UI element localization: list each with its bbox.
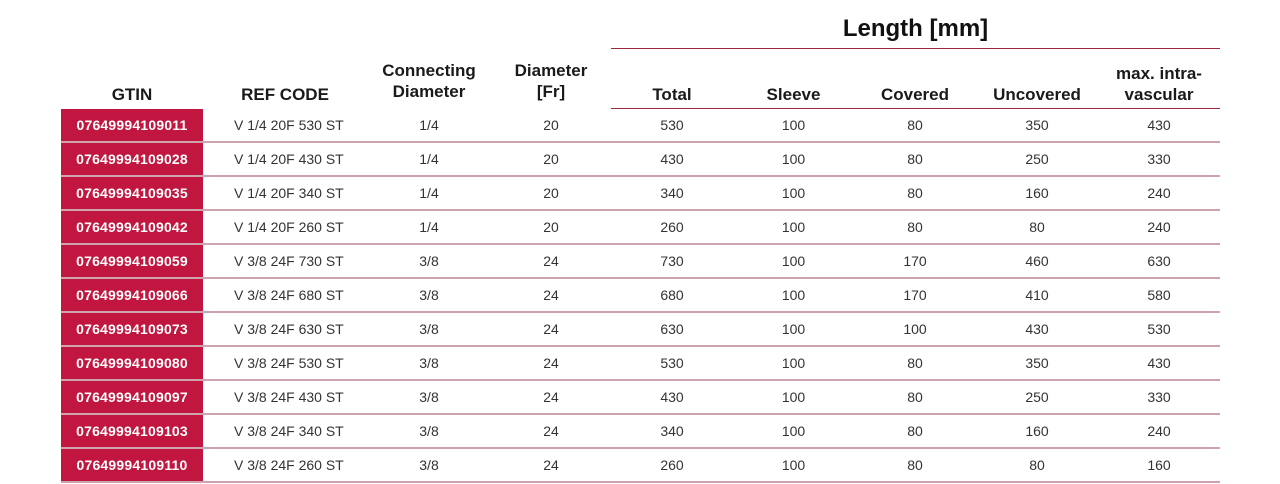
- header-max-intra-line1: max. intra-: [1116, 64, 1202, 83]
- total-cell: 530: [660, 355, 684, 371]
- connecting-diameter-cell: 3/8: [419, 457, 439, 473]
- diameter-cell: 24: [543, 321, 559, 337]
- max-intravascular-cell: 530: [1147, 321, 1171, 337]
- gtin-cell: 07649994109080: [61, 347, 203, 379]
- header-connecting-diameter-line2: Diameter: [392, 82, 466, 101]
- max-intravascular-cell: 240: [1147, 219, 1171, 235]
- gtin-cell: 07649994109028: [61, 143, 203, 175]
- total-cell: 430: [660, 151, 684, 167]
- max-intravascular-cell: 430: [1147, 355, 1171, 371]
- header-diameter-line1: Diameter: [514, 61, 588, 80]
- sleeve-cell: 100: [781, 185, 806, 201]
- connecting-diameter-cell: 3/8: [419, 321, 439, 337]
- covered-cell: 170: [903, 253, 927, 269]
- uncovered-cell: 350: [1025, 355, 1049, 371]
- covered-cell: 80: [907, 389, 923, 405]
- connecting-diameter-cell: 1/4: [419, 219, 439, 235]
- sleeve-cell: 100: [781, 219, 806, 235]
- header-sleeve: Sleeve: [766, 85, 821, 104]
- diameter-cell: 24: [543, 423, 559, 439]
- gtin-cell: 07649994109059: [61, 245, 203, 277]
- max-intravascular-cell: 240: [1147, 185, 1171, 201]
- total-cell: 340: [660, 185, 684, 201]
- connecting-diameter-cell: 1/4: [419, 151, 439, 167]
- covered-cell: 80: [907, 219, 923, 235]
- covered-cell: 80: [907, 151, 923, 167]
- header-max-intra-line2: vascular: [1124, 85, 1194, 104]
- covered-cell: 80: [907, 355, 923, 371]
- total-cell: 260: [660, 219, 684, 235]
- table-row: [61, 211, 1220, 245]
- max-intravascular-cell: 430: [1147, 117, 1171, 133]
- table-row: [61, 415, 1220, 449]
- sleeve-cell: 100: [781, 321, 806, 337]
- ref-code-cell: V 1/4 20F 430 ST: [234, 151, 344, 167]
- uncovered-cell: 250: [1025, 151, 1049, 167]
- row-divider: [61, 481, 1220, 483]
- covered-cell: 170: [903, 287, 927, 303]
- uncovered-cell: 460: [1025, 253, 1049, 269]
- gtin-cell: 07649994109110: [61, 449, 203, 481]
- diameter-cell: 24: [543, 457, 559, 473]
- ref-code-cell: V 3/8 24F 260 ST: [234, 457, 344, 473]
- ref-code-cell: V 1/4 20F 340 ST: [234, 185, 344, 201]
- diameter-cell: 24: [543, 287, 559, 303]
- connecting-diameter-cell: 1/4: [419, 185, 439, 201]
- table-row: [61, 109, 1220, 143]
- sleeve-cell: 100: [781, 389, 806, 405]
- sleeve-cell: 100: [781, 253, 806, 269]
- covered-cell: 80: [907, 457, 923, 473]
- connecting-diameter-cell: 3/8: [419, 287, 439, 303]
- header-connecting-diameter-line1: Connecting: [382, 61, 476, 80]
- header-diameter-fr: [496, 55, 606, 107]
- diameter-cell: 20: [543, 219, 559, 235]
- diameter-cell: 24: [543, 389, 559, 405]
- ref-code-cell: V 3/8 24F 680 ST: [234, 287, 344, 303]
- ref-code-cell: V 1/4 20F 260 ST: [234, 219, 344, 235]
- connecting-diameter-cell: 1/4: [419, 117, 439, 133]
- ref-code-cell: V 3/8 24F 430 ST: [234, 389, 344, 405]
- header-covered: Covered: [880, 85, 950, 104]
- diameter-cell: 20: [543, 117, 559, 133]
- table-row: [61, 381, 1220, 415]
- header-connecting-diameter: [362, 55, 496, 107]
- ref-code-cell: V 3/8 24F 630 ST: [234, 321, 344, 337]
- gtin-cell: 07649994109073: [61, 313, 203, 345]
- diameter-cell: 20: [543, 185, 559, 201]
- covered-cell: 80: [907, 423, 923, 439]
- gtin-cell: 07649994109035: [61, 177, 203, 209]
- gtin-cell: 07649994109011: [61, 109, 203, 141]
- connecting-diameter-cell: 3/8: [419, 389, 439, 405]
- max-intravascular-cell: 580: [1147, 287, 1171, 303]
- max-intravascular-cell: 330: [1147, 389, 1171, 405]
- covered-cell: 80: [907, 117, 923, 133]
- gtin-cell: 07649994109103: [61, 415, 203, 447]
- length-group-underline: [611, 48, 1220, 49]
- total-cell: 430: [660, 389, 684, 405]
- total-cell: 260: [660, 457, 684, 473]
- table-row: [61, 449, 1220, 483]
- table-row: [61, 177, 1220, 211]
- uncovered-cell: 160: [1025, 423, 1049, 439]
- max-intravascular-cell: 240: [1147, 423, 1171, 439]
- diameter-cell: 20: [543, 151, 559, 167]
- ref-code-cell: V 1/4 20F 530 ST: [234, 117, 344, 133]
- covered-cell: 100: [903, 321, 927, 337]
- table-row: [61, 347, 1220, 381]
- table-row: [61, 143, 1220, 177]
- gtin-cell: 07649994109066: [61, 279, 203, 311]
- diameter-cell: 24: [543, 355, 559, 371]
- header-ref-code: REF CODE: [241, 85, 329, 104]
- header-gtin: GTIN: [111, 85, 153, 104]
- uncovered-cell: 160: [1025, 185, 1049, 201]
- sleeve-cell: 100: [781, 151, 806, 167]
- total-cell: 630: [660, 321, 684, 337]
- header-diameter-line2: [Fr]: [536, 82, 566, 101]
- total-cell: 730: [660, 253, 684, 269]
- connecting-diameter-cell: 3/8: [419, 253, 439, 269]
- diameter-cell: 24: [543, 253, 559, 269]
- uncovered-cell: 350: [1025, 117, 1049, 133]
- max-intravascular-cell: 330: [1147, 151, 1171, 167]
- ref-code-cell: V 3/8 24F 340 ST: [234, 423, 344, 439]
- total-cell: 340: [660, 423, 684, 439]
- sleeve-cell: 100: [781, 423, 806, 439]
- header-uncovered: Uncovered: [993, 85, 1081, 104]
- ref-code-cell: V 3/8 24F 530 ST: [234, 355, 344, 371]
- sleeve-cell: 100: [781, 457, 806, 473]
- uncovered-cell: 410: [1025, 287, 1049, 303]
- ref-code-cell: V 3/8 24F 730 ST: [234, 253, 344, 269]
- table-row: [61, 245, 1220, 279]
- uncovered-cell: 250: [1025, 389, 1049, 405]
- gtin-cell: 07649994109097: [61, 381, 203, 413]
- sleeve-cell: 100: [781, 117, 806, 133]
- uncovered-cell: 430: [1025, 321, 1049, 337]
- table-row: [61, 313, 1220, 347]
- connecting-diameter-cell: 3/8: [419, 423, 439, 439]
- covered-cell: 80: [907, 185, 923, 201]
- header-total: Total: [652, 85, 692, 104]
- length-group-title: Length [mm]: [842, 15, 989, 42]
- max-intravascular-cell: 160: [1147, 457, 1171, 473]
- uncovered-cell: 80: [1029, 219, 1045, 235]
- total-cell: 680: [660, 287, 684, 303]
- connecting-diameter-cell: 3/8: [419, 355, 439, 371]
- sleeve-cell: 100: [781, 355, 806, 371]
- sleeve-cell: 100: [781, 287, 806, 303]
- header-max-intravascular: [1098, 55, 1220, 107]
- max-intravascular-cell: 630: [1147, 253, 1171, 269]
- uncovered-cell: 80: [1029, 457, 1045, 473]
- table-row: [61, 279, 1220, 313]
- product-table-body: [61, 109, 1220, 483]
- gtin-cell: 07649994109042: [61, 211, 203, 243]
- total-cell: 530: [660, 117, 684, 133]
